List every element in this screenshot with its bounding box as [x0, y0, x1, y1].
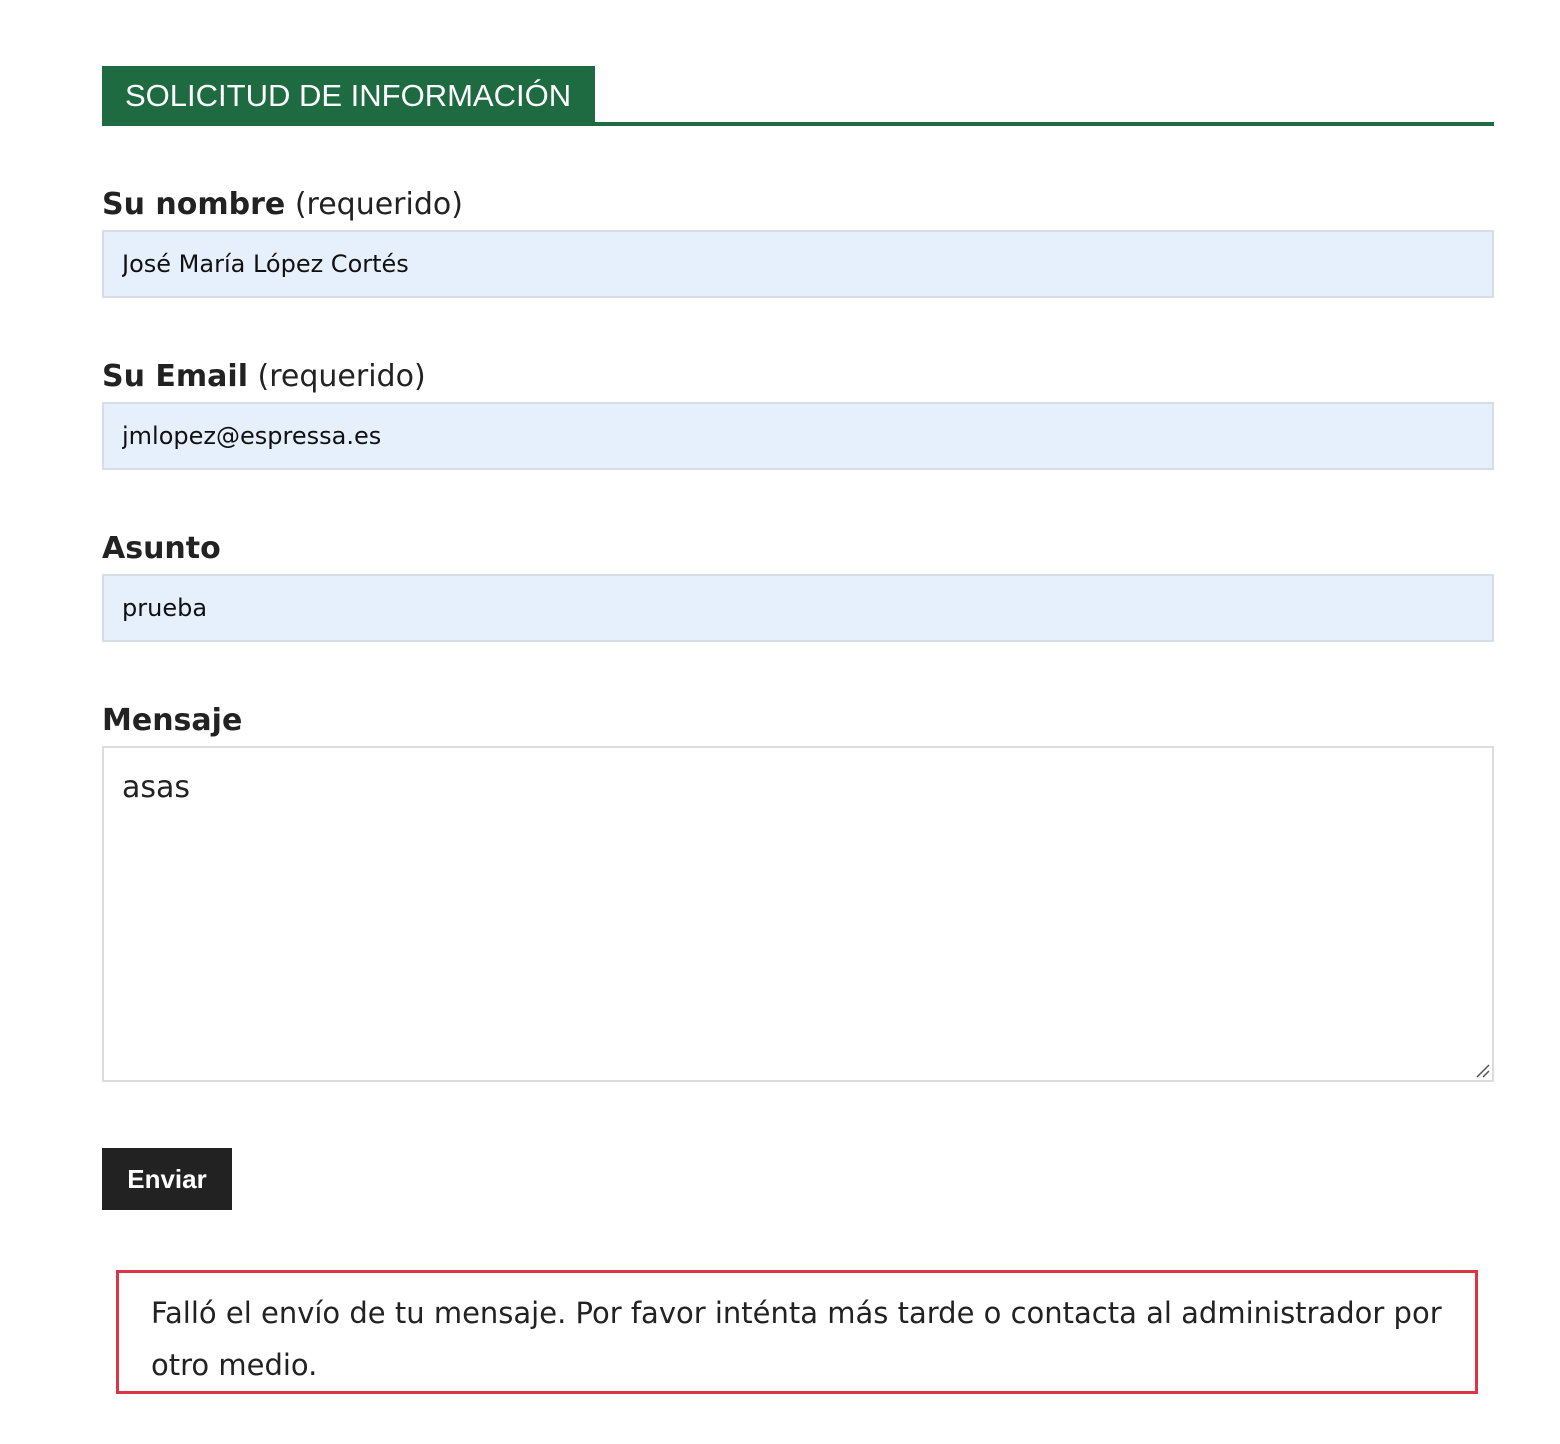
error-message: Falló el envío de tu mensaje. Por favor inténta más tarde o contacta al administrador por otro medio.: [151, 1296, 1442, 1382]
email-field-label: [102, 359, 426, 395]
email-required-hint: (requerido): [257, 359, 426, 394]
name-field-label: [102, 187, 463, 223]
submit-button[interactable]: Enviar: [102, 1148, 232, 1210]
email-label-text: Su Email: [102, 359, 248, 394]
section-header: [102, 66, 1494, 126]
message-field-label: [102, 703, 242, 739]
section-title: SOLICITUD DE INFORMACIÓN: [102, 66, 595, 126]
error-alert: [116, 1270, 1478, 1394]
name-input[interactable]: [102, 230, 1494, 298]
message-textarea[interactable]: [102, 746, 1494, 1082]
name-label-text: Su nombre: [102, 187, 286, 222]
message-label-text: Mensaje: [102, 703, 243, 738]
email-input[interactable]: [102, 402, 1494, 470]
subject-field-label: [102, 531, 221, 567]
resize-grip-icon[interactable]: [1474, 1062, 1490, 1078]
name-required-hint: (requerido): [294, 187, 463, 222]
subject-label-text: Asunto: [102, 531, 221, 566]
subject-input[interactable]: [102, 574, 1494, 642]
